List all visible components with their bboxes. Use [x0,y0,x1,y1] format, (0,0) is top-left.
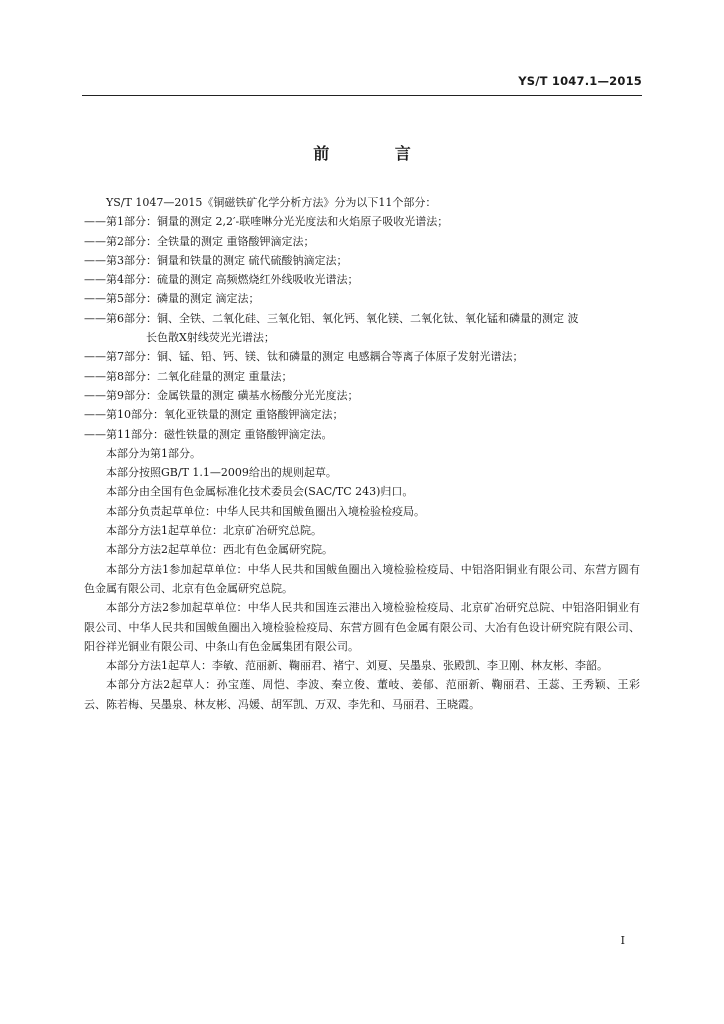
part-text: 第8部分：二氧化硅量的测定 重量法； [106,369,293,383]
parts-list [84,212,640,444]
body-paragraph: 本部分方法1起草单位：北京矿冶研究总院。 [106,524,322,538]
part-item [84,212,640,231]
part-item [84,347,640,366]
part-text: 第3部分：铜量和铁量的测定 硫代硫酸钠滴定法； [106,253,348,267]
part-item [84,425,640,444]
dash-mark: —— [84,234,106,248]
part-text: 第5部分：磷量的测定 滴定法； [106,292,260,306]
dash-mark: —— [84,388,106,402]
part-item [84,405,640,424]
part-text: 第2部分：全铁量的测定 重铬酸钾滴定法； [106,234,315,248]
part-item [84,309,640,328]
part-text: 第6部分：铜、全铁、二氧化硅、三氧化铝、氧化钙、氧化镁、二氧化钛、氧化锰和磷量的测定 波 [106,311,579,325]
dash-mark: —— [84,215,106,229]
dash-mark: —— [84,350,106,364]
part-item [84,367,640,386]
body-paragraph: 本部分方法2起草单位：西北有色金属研究院。 [106,543,333,557]
page-number: I [620,934,625,947]
part-text: 第7部分：铜、锰、铅、钙、镁、钛和磷量的测定 电感耦合等离子体原子发射光谱法； [106,350,524,364]
part-item [84,270,640,289]
part-text: 第9部分：金属铁量的测定 磺基水杨酸分光光度法； [106,388,359,402]
body-paragraph: 本部分负责起草单位：中华人民共和国鲅鱼圈出入境检验检疫局。 [106,504,425,518]
part-item [84,289,640,308]
part-item [84,232,640,251]
part-text: 第11部分：磁性铁量的测定 重铬酸钾滴定法。 [106,427,333,441]
part-item [84,386,640,405]
dash-mark: —— [84,292,106,306]
dash-mark: —— [84,253,106,267]
foreword-body [84,193,640,714]
part-text: 第10部分：氧化亚铁量的测定 重铬酸钾滴定法； [106,408,344,422]
body-paragraph: 本部分方法1起草人：李敏、范丽新、鞠丽君、褚宁、刘夏、吴墨泉、张殿凯、李卫刚、林友彬、李韶。 [106,659,608,673]
part-text: 第1部分：铜量的测定 2,2′-联喹啉分光光度法和火焰原子吸收光谱法； [106,215,449,229]
page-title: 前 言 [313,144,441,163]
header-rule [82,95,642,96]
intro-paragraph: YS/T 1047—2015《铜磁铁矿化学分析方法》分为以下11个部分： [106,196,437,209]
part-item-continuation: 长色散X射线荧光光谱法； [146,331,275,345]
body-paragraph: 本部分由全国有色金属标准化技术委员会(SAC/TC 243)归口。 [106,485,414,499]
dash-mark: —— [84,408,106,422]
part-item [84,251,640,270]
standard-code: YS/T 1047.1—2015 [518,74,642,88]
body-paragraph: 本部分方法2起草人：孙宝莲、周恺、李波、秦立俊、董岐、姜郁、范丽新、鞠丽君、王蕊、王秀颖、王彩云、陈若梅、吴墨泉、林友彬、冯媛、胡军凯、万双、李先和、马丽君、王晓霞。 [84,678,640,711]
dash-mark: —— [84,273,106,287]
body-paragraph: 本部分方法2参加起草单位：中华人民共和国连云港出入境检验检疫局、北京矿冶研究总院、中铝洛阳铜业有限公司、中华人民共和国鲅鱼圈出入境检验检疫局、东营方圆有色金属有限公司、大冶有色设计研究院有限公司、阳谷祥光铜业有限公司、中条山有色金属集团有限公司。 [84,601,640,653]
body-paragraph: 本部分为第1部分。 [106,446,201,460]
body-paragraph: 本部分方法1参加起草单位：中华人民共和国鲅鱼圈出入境检验检疫局、中铝洛阳铜业有限公司、东营方圆有色金属有限公司、北京有色金属研究总院。 [84,562,640,595]
body-paragraph: 本部分按照GB/T 1.1—2009给出的规则起草。 [106,466,337,480]
dash-mark: —— [84,369,106,383]
dash-mark: —— [84,311,106,325]
dash-mark: —— [84,427,106,441]
part-text: 第4部分：硫量的测定 高频燃烧红外线吸收光谱法； [106,273,359,287]
